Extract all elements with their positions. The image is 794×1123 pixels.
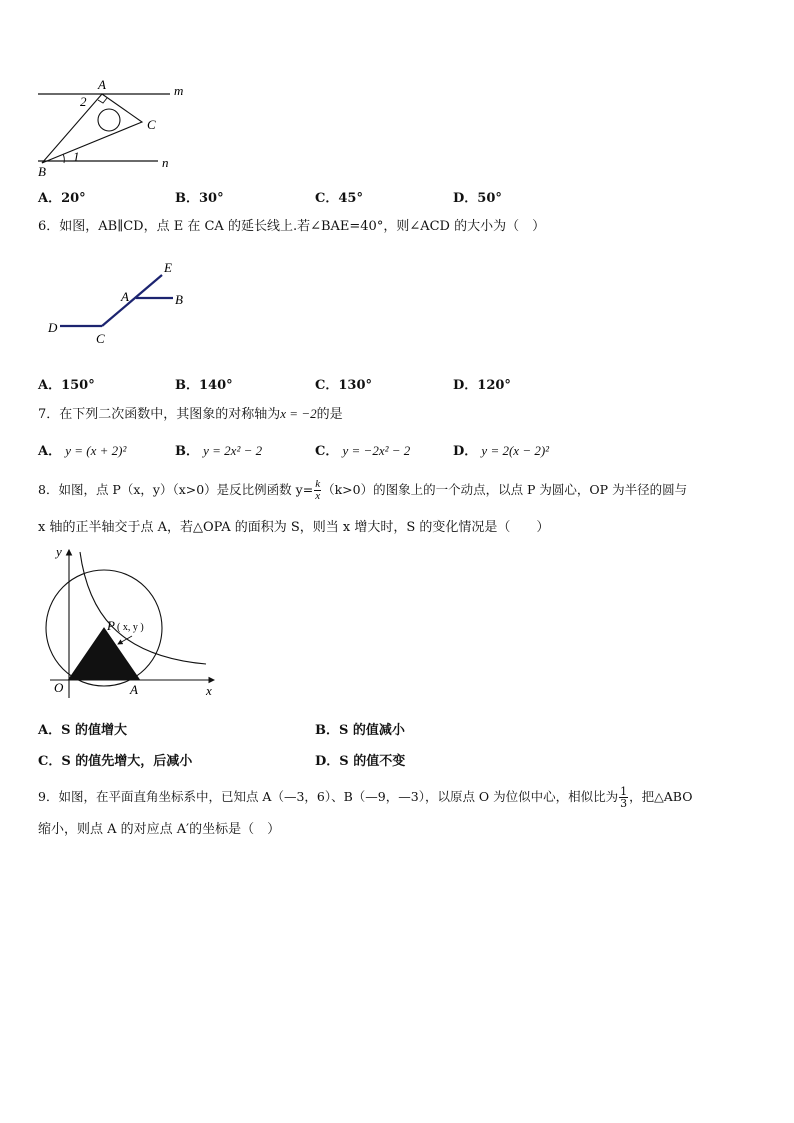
q5-label-b: B <box>38 164 46 179</box>
q7-option-b-label: B． <box>175 444 199 459</box>
q6-text: 6．如图，AB∥CD，点 E 在 CA 的延长线上.若∠BAE=40°，则∠ACD 的大小为（ ） <box>38 219 546 234</box>
q6-label-e: E <box>164 260 172 275</box>
q5-label-c: C <box>147 117 156 132</box>
triangle-opa <box>69 628 139 679</box>
q7-option-c[interactable] <box>315 442 410 461</box>
q7-option-a-label: A． <box>38 444 62 459</box>
q6-label-a: A <box>121 289 129 304</box>
q6-label-b: B <box>175 292 183 307</box>
q7-text <box>38 405 343 424</box>
q8-option-b[interactable]: B．S 的值减小 <box>315 723 405 738</box>
q6-label-d: D <box>48 320 58 335</box>
q8-frac-den: x <box>315 490 321 502</box>
q9-line1 <box>38 786 692 809</box>
q8-option-a[interactable]: A．S 的值增大 <box>38 723 128 738</box>
q6-option-d[interactable]: D．120° <box>453 378 511 393</box>
q5-label-m: m <box>174 83 184 98</box>
q6-option-b[interactable]: B．140° <box>175 378 233 393</box>
q8-line1 <box>38 479 687 502</box>
q5-option-a[interactable]: A．20° <box>38 191 86 206</box>
q8-line1-after: （k>0）的图象上的一个动点，以点 P 为圆心，OP 为半径的圆与 <box>322 482 688 497</box>
q6-label-c: C <box>96 331 105 346</box>
q5-option-c[interactable]: C．45° <box>315 191 363 206</box>
q7-option-c-label: C． <box>315 444 339 459</box>
q7-text-before: 7．在下列二次函数中，其图象的对称轴为 <box>38 407 281 422</box>
q8-label-x: x <box>206 683 212 698</box>
q8-option-d[interactable]: D．S 的值不变 <box>315 754 406 769</box>
right-angle-mark <box>98 98 107 103</box>
q7-axis: x = −2 <box>280 406 317 421</box>
triangle-hole <box>98 109 120 131</box>
q8-option-c[interactable]: C．S 的值先增大，后减小 <box>38 754 193 769</box>
q8-label-p-coord: ( x, y ) <box>117 622 144 633</box>
q9-line1-before: 9．如图，在平面直角坐标系中，已知点 A（—3，6）、B（—9，—3），以原点 O 为位似中心，相似比为 <box>38 789 619 804</box>
q5-angle-1: 1 <box>73 149 80 164</box>
segment-ce <box>102 275 162 326</box>
q7-option-c-formula: y = −2x² − 2 <box>342 443 411 458</box>
q6-option-a[interactable]: A．150° <box>38 378 95 393</box>
q8-fraction <box>314 479 321 502</box>
q7-option-d[interactable] <box>453 442 549 461</box>
q8-frac-num: k <box>315 478 321 490</box>
q8-label-a: A <box>130 682 138 697</box>
q6-figure <box>40 258 200 348</box>
q7-option-b-formula: y = 2x² − 2 <box>203 443 263 458</box>
q8-label-y: y <box>56 544 62 559</box>
q7-option-d-label: D． <box>453 444 478 459</box>
q7-option-a[interactable] <box>38 442 126 461</box>
q6-option-c[interactable]: C．130° <box>315 378 372 393</box>
q9-frac-den: 3 <box>620 797 628 810</box>
q5-angle-2: 2 <box>80 94 87 109</box>
q7-text-after: 的是 <box>316 407 343 422</box>
q8-figure <box>36 540 226 700</box>
q5-option-d[interactable]: D．50° <box>453 191 502 206</box>
q7-option-a-formula: y = (x + 2)² <box>65 443 127 458</box>
q7-option-b[interactable] <box>175 442 262 461</box>
q5-option-b[interactable]: B．30° <box>175 191 224 206</box>
q8-line2: x 轴的正半轴交于点 A，若△OPA 的面积为 S，则当 x 增大时，S 的变化情况是（ ） <box>38 520 550 535</box>
q8-line1-before: 8．如图，点 P（x，y）（x>0）是反比例函数 y= <box>38 482 314 497</box>
q9-line1-after: ，把△ABO <box>629 789 693 804</box>
triangle-abc <box>42 94 142 163</box>
q5-label-a: A <box>98 78 106 92</box>
q5-label-n: n <box>162 155 169 170</box>
q5-figure <box>30 78 230 183</box>
q8-label-o: O <box>54 680 64 695</box>
q9-fraction <box>619 786 628 809</box>
q8-label-p: P <box>107 618 115 633</box>
q7-option-d-formula: y = 2(x − 2)² <box>481 443 550 458</box>
q9-line2: 缩小，则点 A 的对应点 A′的坐标是（ ） <box>38 822 281 837</box>
angle-1-arc <box>63 154 64 163</box>
q9-frac-num: 1 <box>620 785 628 798</box>
